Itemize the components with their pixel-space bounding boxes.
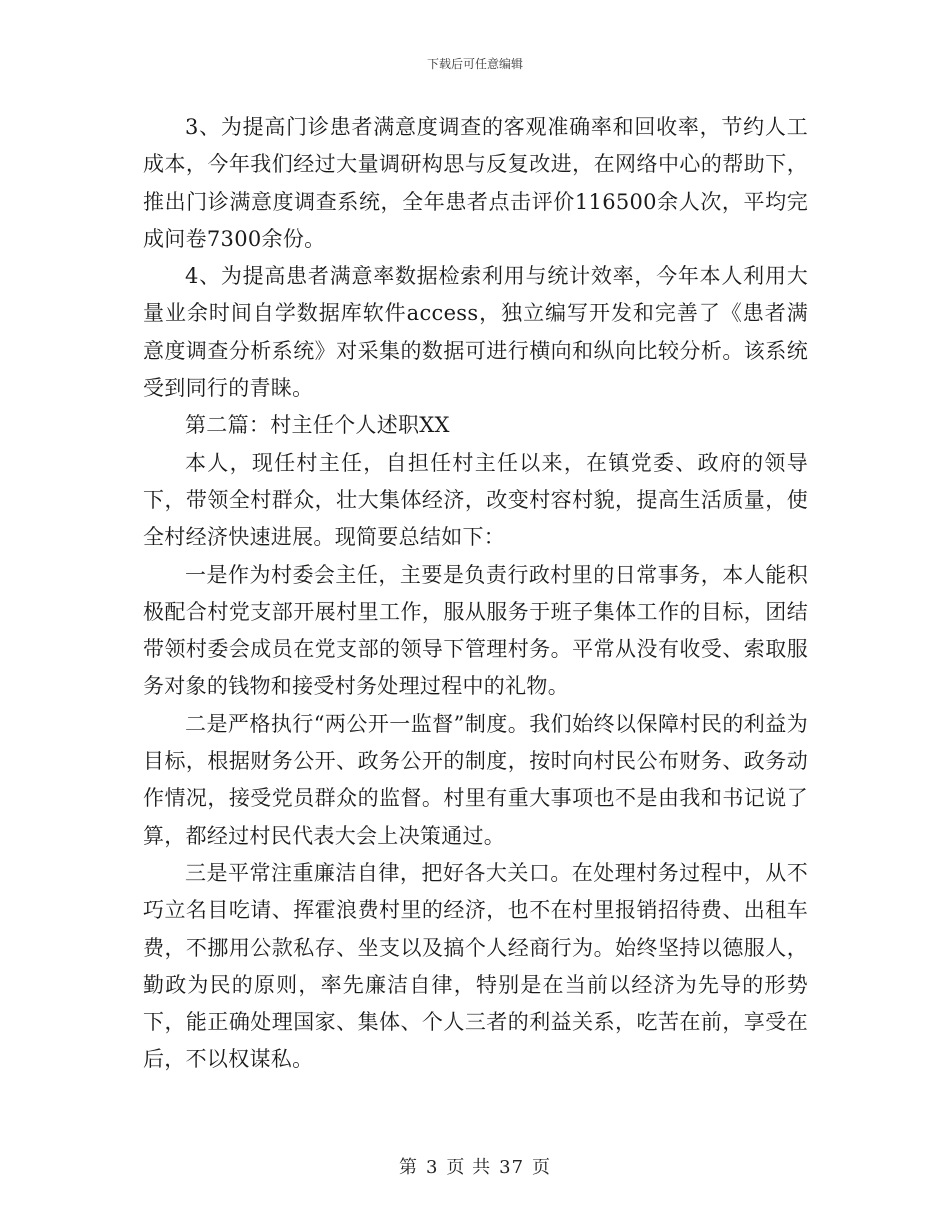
paragraph-point-3: 三是平常注重廉洁自律，把好各大关口。在处理村务过程中，从不巧立名目吃请、挥霍浪费村里的经济，也不在村里报销招待费、出租车费，不挪用公款私存、坐支以及搞个人经商行为。始终坚持以德服人，勤政为民的原则，率先廉洁自律，特别是在当前以经济为先导的形势下，能正确处理国家、集体、个人三者的利益关系，吃苦在前，享受在后，不以权谋私。 [143, 860, 808, 1072]
paragraph-point-2: 二是严格执行“两公开一监督”制度。我们始终以保障村民的利益为目标，根据财务公开、政务公开的制度，按时向村民公布财务、政务动作情况，接受党员群众的监督。村里有重大事项也不是由我和书记说了算，都经过村民代表大会上决策通过。 [143, 711, 808, 848]
page-number: 3 [425, 1157, 439, 1178]
paragraph-item-3: 3、为提高门诊患者满意度调查的客观准确率和回收率，节约人工成本，今年我们经过大量调研构思与反复改进，在网络中心的帮助下，推出门诊满意度调查系统，全年患者点击评价116500余人次，平均完成问卷7300余份。 [143, 115, 808, 251]
footer-mid: 页 共 [446, 1157, 492, 1178]
page-footer [0, 1153, 950, 1179]
total-pages: 37 [499, 1157, 525, 1178]
section-heading: 第二篇：村主任个人述职XX [185, 413, 450, 438]
footer-suffix: 页 [532, 1157, 552, 1178]
paragraph-point-1: 一是作为村委会主任，主要是负责行政村里的日常事务，本人能积极配合村党支部开展村里工作，服从服务于班子集体工作的目标，团结带领村委会成员在党支部的领导下管理村务。平常从没有收受、索取服务对象的钱物和接受村务处理过程中的礼物。 [143, 562, 808, 699]
paragraph-item-4: 4、为提高患者满意率数据检索利用与统计效率，今年本人利用大量业余时间自学数据库软件access，独立编写开发和完善了《患者满意度调查分析系统》对采集的数据可进行横向和纵向比较分析。该系统受到同行的青睐。 [143, 264, 808, 401]
footer-prefix: 第 [398, 1157, 418, 1178]
document-body [143, 109, 808, 1079]
paragraph-intro: 本人，现任村主任，自担任村主任以来，在镇党委、政府的领导下，带领全村群众，壮大集体经济，改变村容村貌，提高生活质量，使全村经济快速进展。现简要总结如下： [143, 450, 808, 550]
page-header: 下载后可任意编辑 [426, 57, 523, 71]
